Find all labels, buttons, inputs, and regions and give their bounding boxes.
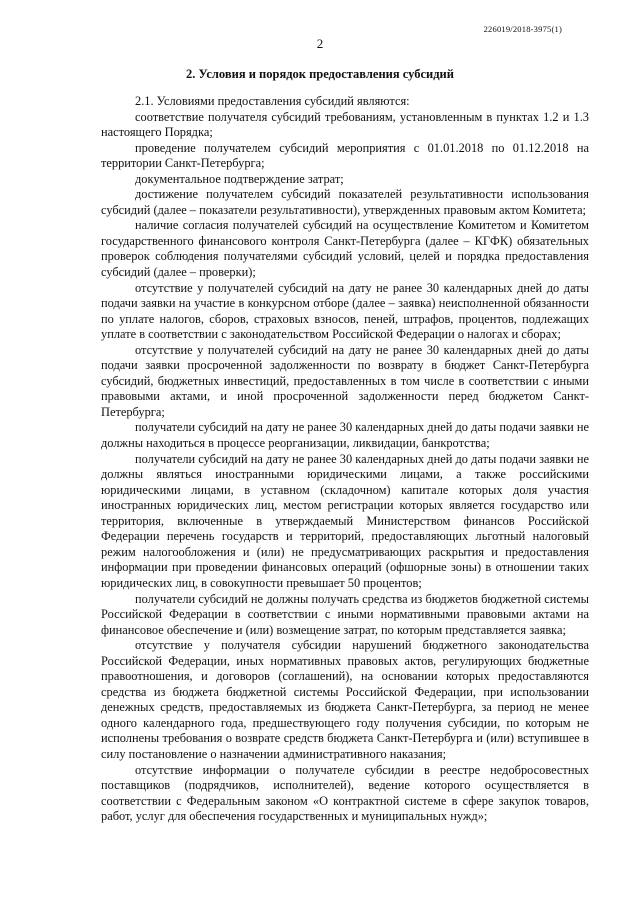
paragraph-condition: документальное подтверждение затрат;: [135, 171, 344, 186]
paragraph-condition: проведение получателем субсидий мероприятия с 01.01.2018 по 01.12.2018 на территории Санкт-Петербурга;: [101, 140, 589, 171]
page-number: 2: [316, 36, 324, 51]
paragraph-condition: достижение получателем субсидий показателей результативности использования субсидий (далее – показатели результативности), утвержденных правовым актом Комитета;: [101, 187, 589, 217]
paragraph-condition: получатели субсидий на дату не ранее 30 календарных дней до даты подачи заявки не должны являться иностранными юридическими лицами, а также российскими юридическими лицами, в уставном (складочном) капитале которых доля участия иностранных юридических лиц, местом регистрации которых является государство или территория, включенные в утверждаемый Министерством финансов Российской Федерации перечень государств и территорий, предоставляющих льготный налоговый режим налогообложения и (или) не предусматривающих раскрытия и предоставления информации при проведении финансовых операций (офшорные зоны) в отношении таких юридических лиц, в совокупности превышает 50 процентов;: [101, 451, 589, 590]
paragraph-condition: отсутствие у получателей субсидий на дату не ранее 30 календарных дней до даты подачи заявки на участие в конкурсном отборе (далее – заявка) неисполненной обязанности по уплате налогов, сборов, страховых взносов, пеней, штрафов, процентов, подлежащих уплате в соответствии с законодательством Российской Федерации о налогах и сборах;: [101, 280, 589, 342]
paragraph-condition: отсутствие у получателя субсидии нарушений бюджетного законодательства Российской Федерации, иных нормативных правовых актов, регулирующих бюджетные правоотношения, и договоров (соглашений), на основании которых предоставляются средства из бюджета бюджетной системы Российской Федерации, при использовании денежных средств, предоставляемых из бюджета Санкт-Петербурга, за период не менее одного календарного года, предшествующего году получения субсидии, по которым не исполнены требования о возврате средств бюджета Санкт-Петербурга и (или) вступившее в силу постановление о назначении административного наказания;: [101, 638, 589, 761]
paragraph-condition: отсутствие информации о получателе субсидии в реестре недобросовестных поставщиков (подрядчиков, исполнителей), ведение которого осуществляется в соответствии с Федеральным законом «О контрактной системе в сфере закупок товаров, работ, услуг для обеспечения государственных и муниципальных нужд»;: [101, 762, 589, 824]
paragraph-condition: соответствие получателя субсидий требованиям, установленным в пунктах 1.2 и 1.3 настоящего Порядка;: [101, 109, 589, 140]
paragraph-condition: отсутствие у получателей субсидий на дату не ранее 30 календарных дней до даты подачи заявки просроченной задолженности по возврату в бюджет Санкт-Петербурга субсидий, бюджетных инвестиций, предоставленных в том числе в соответствии с иными правовыми актами, и иной просроченной задолженности перед бюджетом Санкт-Петербурга;: [101, 342, 589, 419]
paragraph-condition: наличие согласия получателей субсидий на осуществление Комитетом и Комитетом государственного финансового контроля Санкт-Петербурга (далее – КГФК) обязательных проверок соблюдения получателями субсидий условий, целей и порядка предоставления субсидий (далее – проверки);: [101, 218, 589, 280]
document-body: [101, 94, 589, 825]
paragraph-condition: получатели субсидий на дату не ранее 30 календарных дней до даты подачи заявки не должны находиться в процессе реорганизации, ликвидации, банкротства;: [101, 420, 589, 451]
paragraph-condition: получатели субсидий не должны получать средства из бюджетов бюджетной системы Российской Федерации в соответствии с иными нормативными правовыми актами на финансовое обеспечение и (или) возмещение затрат, по которым представляется заявка;: [101, 591, 589, 637]
paragraph-intro: 2.1. Условиями предоставления субсидий являются:: [135, 94, 410, 108]
section-heading: 2. Условия и порядок предоставления субсидий: [186, 67, 454, 81]
document-id: 226019/2018-3975(1): [483, 24, 562, 34]
